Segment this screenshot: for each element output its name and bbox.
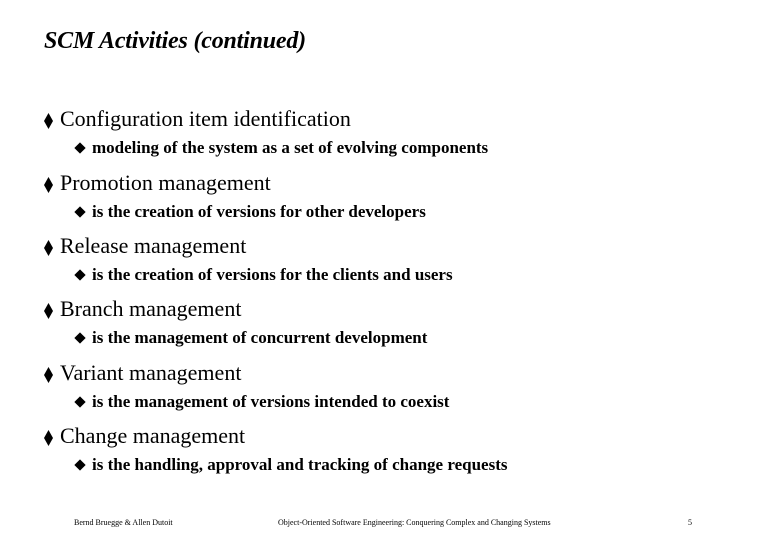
small-diamond-icon <box>74 206 85 217</box>
list-item <box>0 360 780 422</box>
item-sub-label: is the management of versions intended to coexist <box>92 392 450 411</box>
item-sub-label: is the management of concurrent development <box>92 328 428 347</box>
slide-title: SCM Activities (continued) <box>44 28 306 54</box>
item-sub-label: is the creation of versions for other developers <box>92 202 426 221</box>
diamond-icon <box>44 113 53 129</box>
small-diamond-icon <box>74 142 85 153</box>
diamond-icon <box>44 303 53 319</box>
item-label: Variant management <box>60 360 242 385</box>
list-item <box>0 423 780 485</box>
item-label: Branch management <box>60 296 242 321</box>
small-diamond-icon <box>74 396 85 407</box>
small-diamond-icon <box>74 332 85 343</box>
list-item <box>0 170 780 232</box>
item-sub-label: is the creation of versions for the clients and users <box>92 265 453 284</box>
item-label: Promotion management <box>60 170 271 195</box>
item-sub-label: is the handling, approval and tracking of change requests <box>92 455 508 474</box>
item-label: Configuration item identification <box>60 106 351 131</box>
footer-book-title: Object-Oriented Software Engineering: Conquering Complex and Changing Systems <box>278 518 551 527</box>
diamond-icon <box>44 367 53 383</box>
list-item <box>0 106 780 168</box>
item-label: Change management <box>60 423 246 448</box>
footer-authors: Bernd Bruegge & Allen Dutoit <box>74 518 173 527</box>
list-item <box>0 233 780 295</box>
diamond-icon <box>44 177 53 193</box>
small-diamond-icon <box>74 459 85 470</box>
small-diamond-icon <box>74 269 85 280</box>
item-label: Release management <box>60 233 247 258</box>
list-item <box>0 296 780 358</box>
diamond-icon <box>44 240 53 256</box>
page-number: 5 <box>688 518 692 527</box>
diamond-icon <box>44 430 53 446</box>
item-sub-label: modeling of the system as a set of evolving components <box>92 138 489 157</box>
